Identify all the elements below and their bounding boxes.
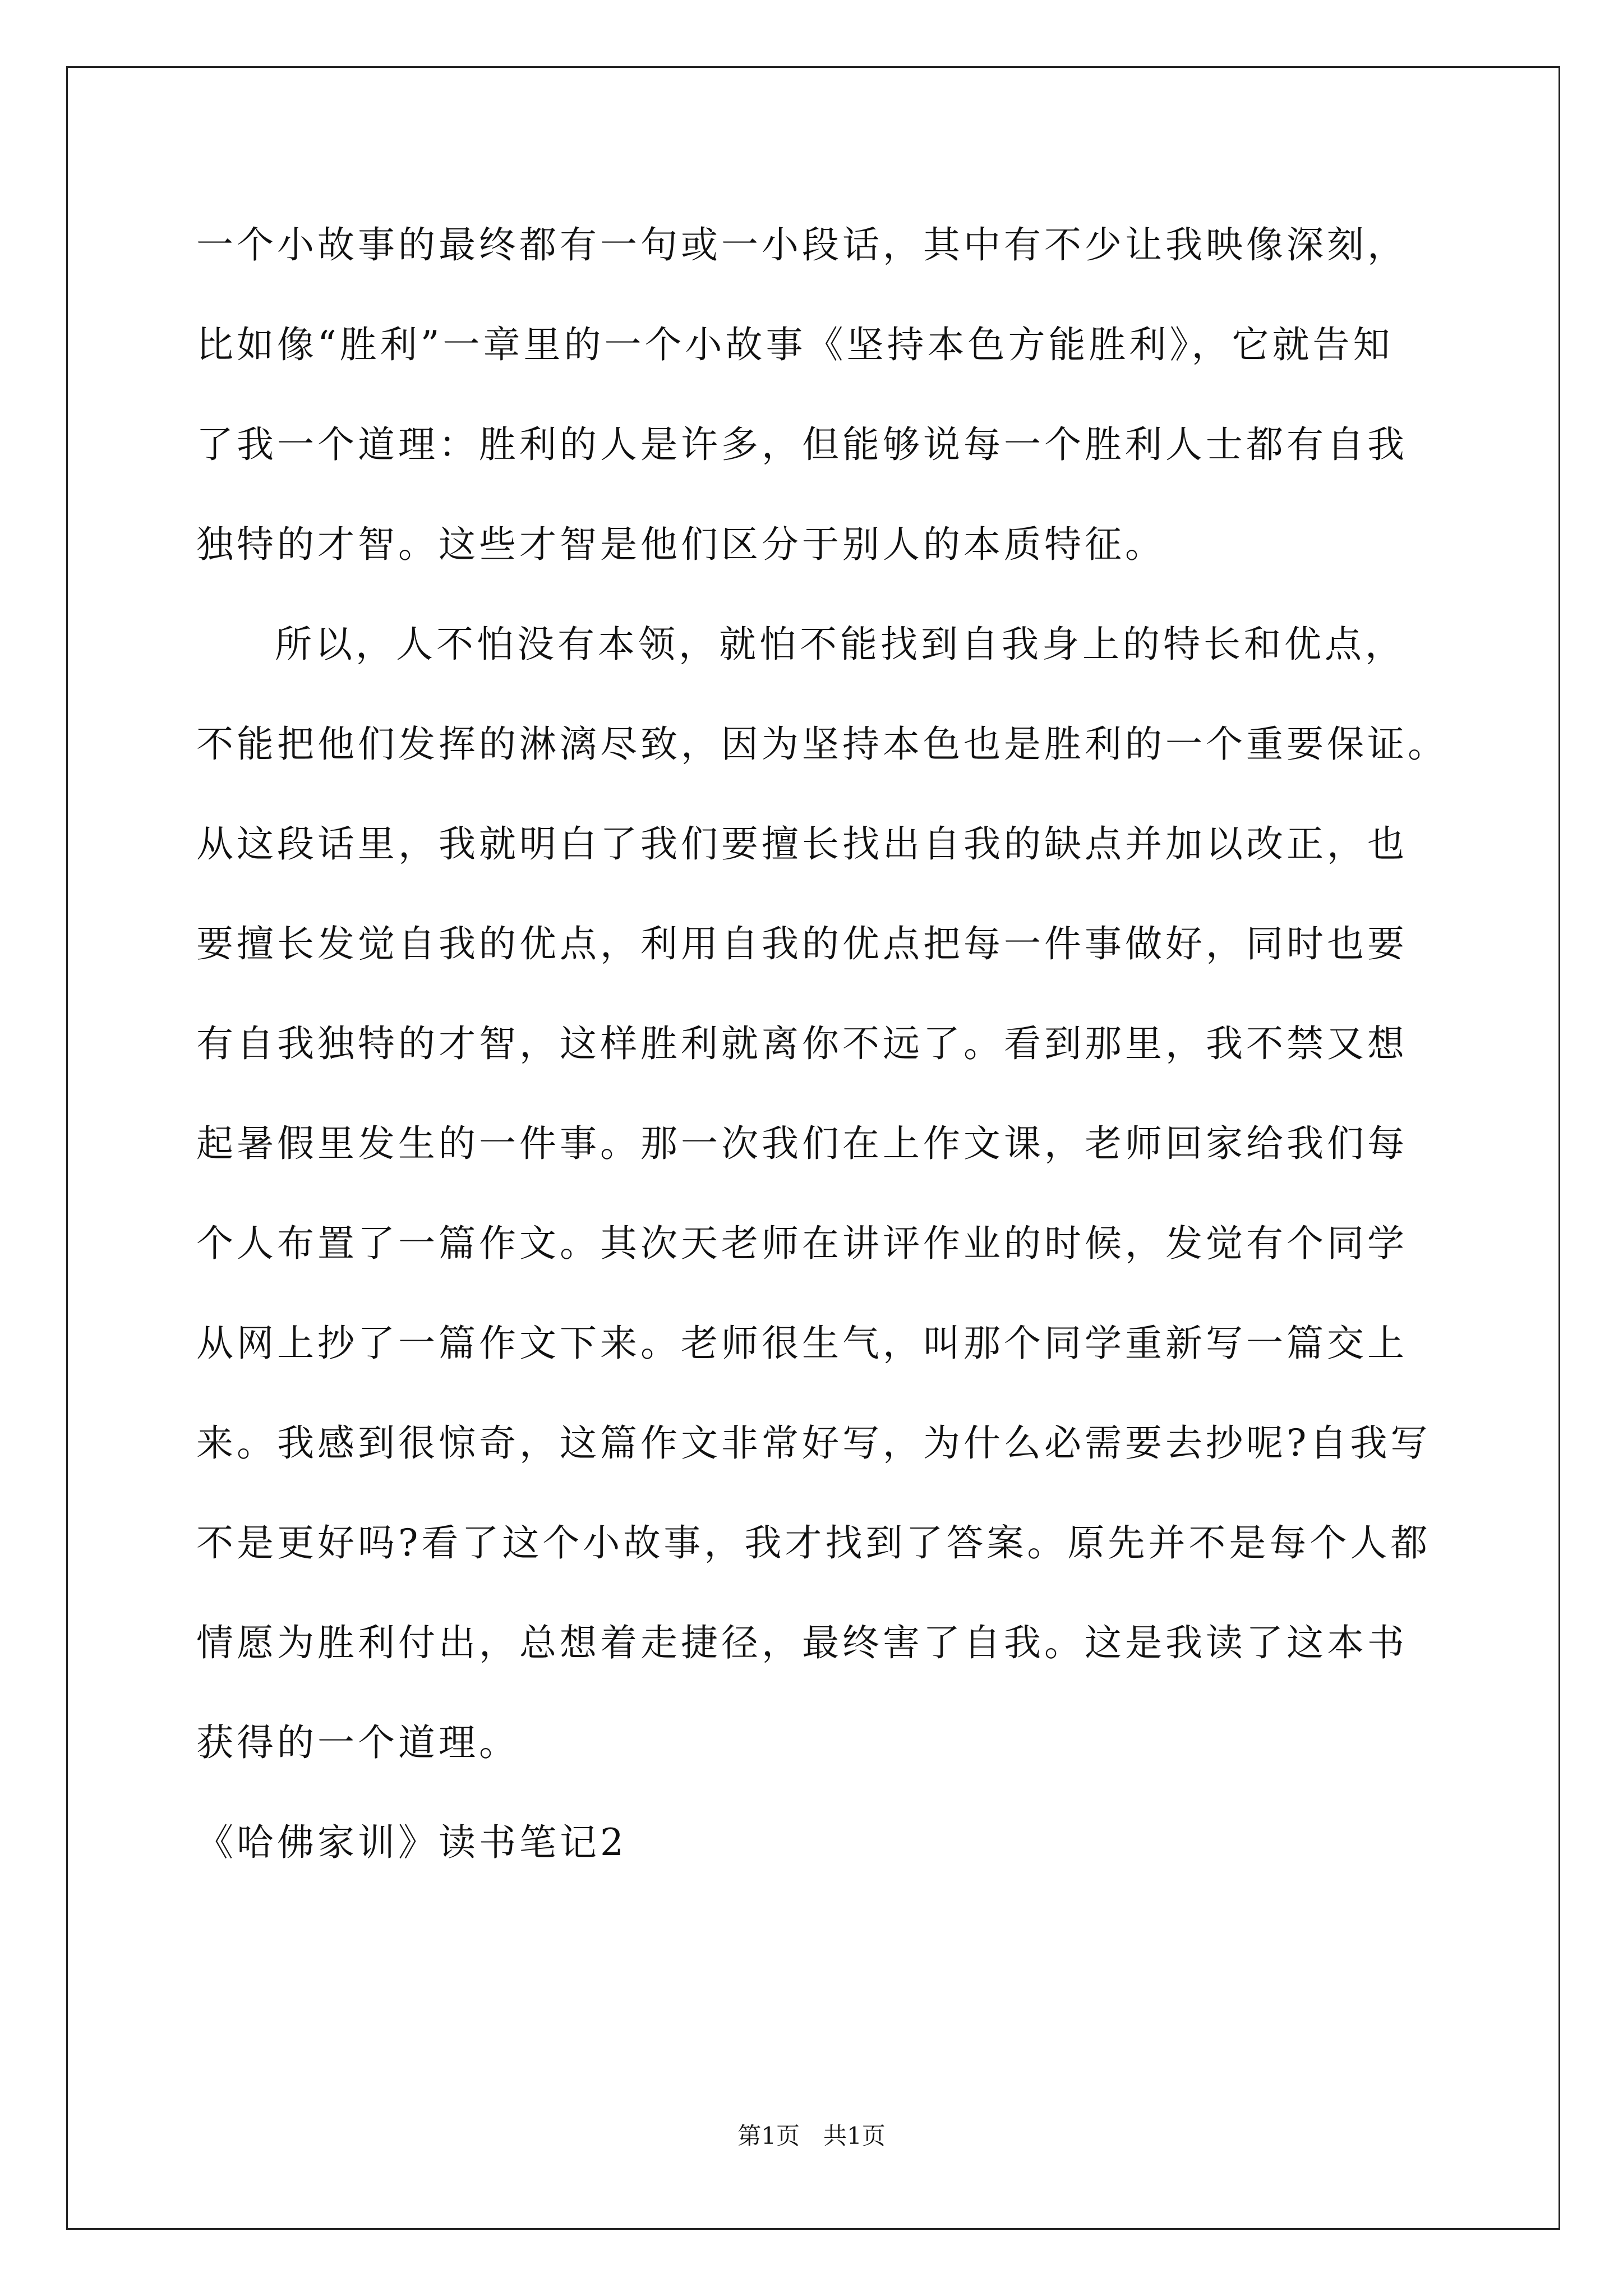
text-line: 不是更好吗?看了这个小故事，我才找到了答案。原先并不是每个人都 bbox=[196, 1521, 1431, 1565]
section-heading: 《哈佛家训》读书笔记2 bbox=[196, 1821, 627, 1864]
text-line: 有自我独特的才智，这样胜利就离你不远了。看到那里，我不禁又想 bbox=[196, 1022, 1408, 1065]
text-line: 个人布置了一篇作文。其次天老师在讲评作业的时候，发觉有个同学 bbox=[196, 1222, 1408, 1265]
text-line: 比如像“胜利”一章里的一个小故事《坚持本色方能胜利》，它就告知 bbox=[196, 323, 1394, 366]
text-line: 来。我感到很惊奇，这篇作文非常好写，为什么必需要去抄呢?自我写 bbox=[196, 1421, 1431, 1465]
page-number-footer: 第1页 共1页 bbox=[737, 2122, 886, 2150]
text-line: 获得的一个道理。 bbox=[196, 1721, 519, 1764]
text-line: 独特的才智。这些才智是他们区分于别人的本质特征。 bbox=[196, 523, 1165, 566]
paragraph-start-line: 所以，人不怕没有本领，就怕不能找到自我身上的特长和优点， bbox=[275, 623, 1405, 666]
text-line: 要擅长发觉自我的优点，利用自我的优点把每一件事做好，同时也要 bbox=[196, 922, 1408, 965]
text-line: 从网上抄了一篇作文下来。老师很生气，叫那个同学重新写一篇交上 bbox=[196, 1322, 1408, 1365]
text-line: 不能把他们发挥的淋漓尽致，因为坚持本色也是胜利的一个重要保证。 bbox=[196, 723, 1448, 766]
text-line: 一个小故事的最终都有一句或一小段话，其中有不少让我映像深刻， bbox=[196, 223, 1408, 266]
text-line: 起暑假里发生的一件事。那一次我们在上作文课，老师回家给我们每 bbox=[196, 1122, 1408, 1165]
text-line: 从这段话里，我就明白了我们要擅长找出自我的缺点并加以改正，也 bbox=[196, 822, 1408, 866]
document-body bbox=[196, 195, 1481, 1893]
text-line: 情愿为胜利付出，总想着走捷径，最终害了自我。这是我读了这本书 bbox=[196, 1621, 1408, 1664]
text-line: 了我一个道理：胜利的人是许多，但能够说每一个胜利人士都有自我 bbox=[196, 423, 1408, 466]
